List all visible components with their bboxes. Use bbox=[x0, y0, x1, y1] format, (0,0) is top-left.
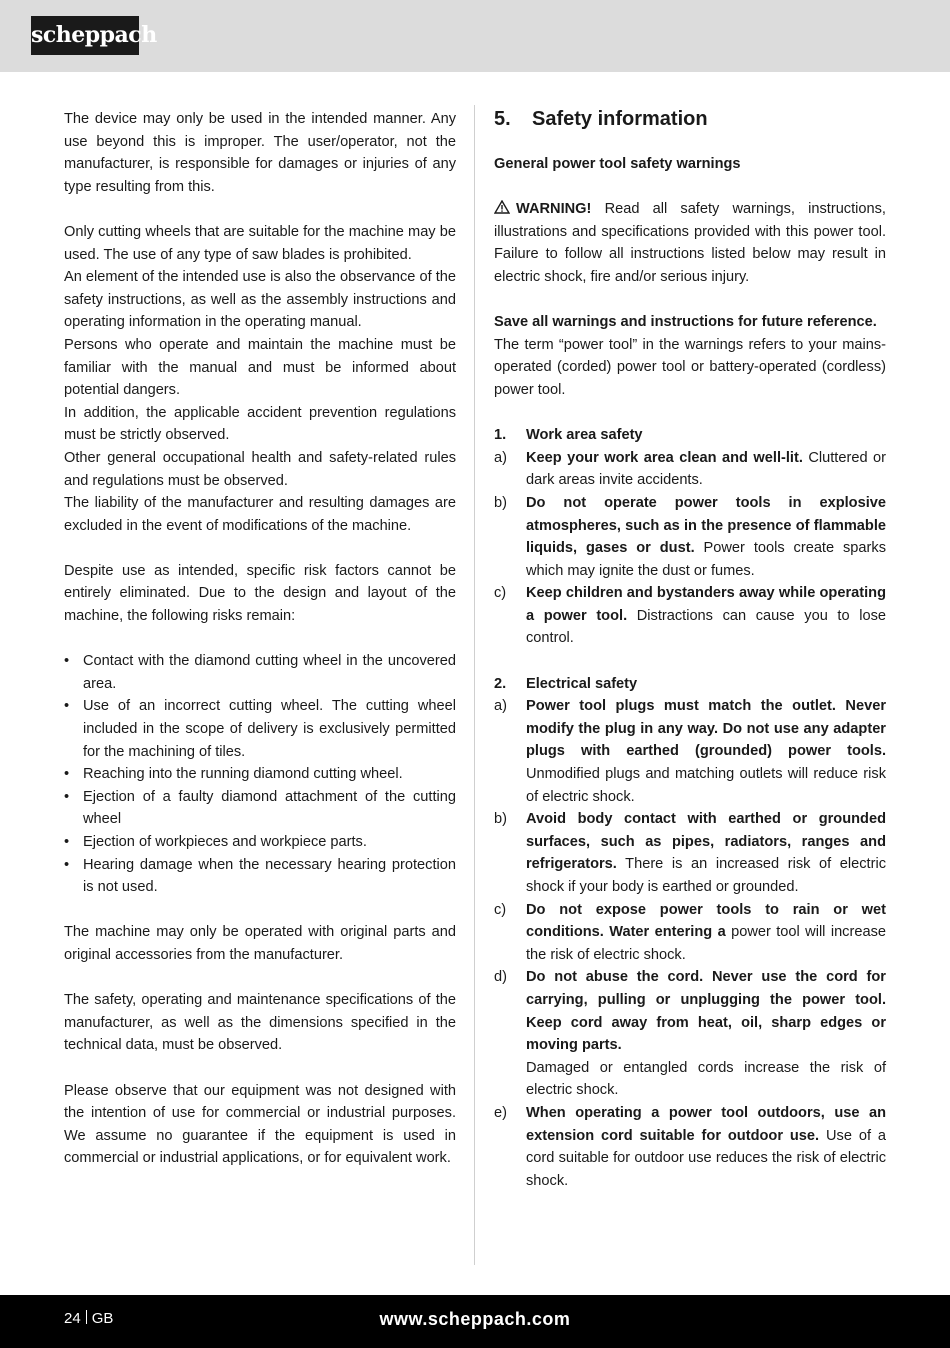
warning-paragraph bbox=[494, 198, 886, 288]
item-text: Damaged or entangled cords increase the risk of electric shock. bbox=[526, 1059, 886, 1099]
item-bold-text: Do not expose power tools to rain or wet conditions. Water entering a bbox=[526, 901, 886, 941]
paragraph-risk-factors: Despite use as intended, specific risk factors cannot be entirely eliminated. Due to the design and layout of the machine, the following risks remain: bbox=[64, 562, 456, 625]
right-column bbox=[494, 108, 886, 1192]
column-divider bbox=[474, 105, 475, 1265]
language-code: GB bbox=[91, 1310, 114, 1327]
scheppach-logo: scheppach bbox=[31, 16, 139, 55]
power-tool-term-text: The term “power tool” in the warnings refers to your mains-operated (corded) power tool or battery-operated (cordless) power tool. bbox=[494, 336, 886, 398]
paragraph-cutting-wheels: Only cutting wheels that are suitable for the machine may be used. The use of any type of saw blades is prohibited. bbox=[64, 223, 456, 263]
footer-bar bbox=[0, 1295, 950, 1348]
item-bold-text: Do not operate power tools in explosive atmospheres, such as in the presence of flammable liquids, gases or dust. bbox=[526, 494, 886, 557]
list-item: • Hearing damage when the necessary hearing protection is not used. bbox=[64, 854, 456, 899]
item-marker: c) bbox=[494, 585, 507, 602]
list-item bbox=[494, 447, 886, 492]
item-bold-text: Avoid body contact with earthed or grounded surfaces, such as pipes, radiators, ranges and refrigerators. bbox=[526, 811, 886, 873]
list-item bbox=[494, 1102, 886, 1192]
item-text: Cluttered or dark areas invite accidents. bbox=[526, 449, 887, 489]
page-number-value: 24 bbox=[64, 1310, 81, 1327]
paragraph-specifications: The safety, operating and maintenance specifications of the manufacturer, as well as the dimensions specified in the technical data, must be observed. bbox=[64, 992, 456, 1054]
paragraph-original-parts: The machine may only be operated with original parts and original accessories from the manufacturer. bbox=[64, 924, 456, 963]
work-area-heading bbox=[494, 424, 886, 447]
paragraph-liability: The liability of the manufacturer and resulting damages are excluded in the event of modifications of the machine. bbox=[64, 495, 456, 534]
list-item bbox=[494, 808, 886, 898]
paragraph-occupational-health: Other general occupational health and safety-related rules and regulations must be observed. bbox=[64, 449, 456, 489]
header-bar bbox=[0, 0, 950, 72]
list-item bbox=[494, 899, 886, 967]
subtitle: General power tool safety warnings bbox=[494, 156, 741, 172]
item-marker: c) bbox=[494, 901, 507, 918]
section-number: 5. bbox=[494, 108, 511, 130]
list-item bbox=[494, 695, 886, 808]
heading-number: 2. bbox=[494, 675, 507, 692]
list-item bbox=[494, 966, 886, 1102]
item-text: Use of a cord suitable for outdoor use reduces the risk of electric shock. bbox=[526, 1127, 887, 1189]
paragraph-commercial-use: Please observe that our equipment was not designed with the intention of use for commercial or industrial purposes. We assume no guarantee if the equipment is used in commercial or industrial applications, or for equivalent work. bbox=[64, 1082, 456, 1167]
risk-list bbox=[64, 650, 456, 899]
item-bold-text: Do not abuse the cord. Never use the cord for carrying, pulling or unplugging the power tool. Keep cord away from heat, oil, sharp edges or moving parts. bbox=[526, 969, 886, 1054]
electrical-heading bbox=[494, 673, 886, 696]
left-column bbox=[64, 108, 456, 1170]
item-marker: b) bbox=[494, 811, 507, 828]
section-heading bbox=[494, 108, 886, 153]
item-text: Power tools create sparks which may ignite the dust or fumes. bbox=[526, 540, 886, 579]
item-text: Distractions can cause you to lose control. bbox=[526, 607, 886, 647]
item-bold-text: Keep children and bystanders away while operating a power tool. bbox=[526, 585, 886, 624]
paragraph-accident-prevention: In addition, the applicable accident prevention regulations must be strictly observed. bbox=[64, 404, 456, 444]
item-text: There is an increased risk of electric shock if your body is earthed or grounded. bbox=[526, 856, 886, 895]
list-item: • Use of an incorrect cutting wheel. The cutting wheel included in the scope of delivery is exclusively permitted for the machining of tiles. bbox=[64, 695, 456, 763]
item-bold-text: Power tool plugs must match the outlet. Never modify the plug in any way. Do not use any adapter plugs with earthed (grounded) power tools. bbox=[526, 698, 886, 760]
warning-text: Read all safety warnings, instructions, illustrations and specifications provided with this power tool. Failure to follow all instructions listed below may result in electric shock, fire and/or serious injury. bbox=[494, 201, 886, 285]
paragraph-intended-use: The device may only be used in the intended manner. Any use beyond this is improper. The user/operator, not the manufacturer, is responsible for damages or injuries of any type resulting from this. bbox=[64, 111, 456, 195]
item-marker: e) bbox=[494, 1104, 507, 1121]
website-link[interactable]: www.scheppach.com bbox=[379, 1309, 571, 1329]
list-item bbox=[494, 492, 886, 582]
save-warnings-text: Save all warnings and instructions for future reference. bbox=[494, 314, 877, 331]
item-bold-text: When operating a power tool outdoors, use an extension cord suitable for outdoor use. bbox=[526, 1104, 886, 1144]
item-marker: b) bbox=[494, 494, 507, 511]
item-text: Unmodified plugs and matching outlets will reduce risk of electric shock. bbox=[526, 766, 886, 805]
heading-title: Work area safety bbox=[526, 427, 643, 444]
warning-label: WARNING! bbox=[516, 201, 592, 218]
list-item: • Reaching into the running diamond cutting wheel. bbox=[64, 763, 456, 786]
item-marker: d) bbox=[494, 969, 507, 986]
section-title: Safety information bbox=[532, 108, 708, 130]
item-bold-text: Keep your work area clean and well-lit. bbox=[526, 449, 803, 466]
item-text: power tool will increase the risk of electric shock. bbox=[526, 924, 886, 963]
paragraph-safety-instructions: An element of the intended use is also the observance of the safety instructions, as well as the assembly instructions and operating information in the operating manual. bbox=[64, 269, 456, 331]
heading-title: Electrical safety bbox=[526, 675, 638, 692]
list-item: • Contact with the diamond cutting wheel in the uncovered area. bbox=[64, 650, 456, 695]
warning-triangle-icon bbox=[494, 200, 510, 214]
heading-number: 1. bbox=[494, 427, 507, 444]
list-item: • Ejection of a faulty diamond attachment of the cutting wheel bbox=[64, 786, 456, 831]
list-item: • Ejection of workpieces and workpiece parts. bbox=[64, 831, 456, 854]
list-item bbox=[494, 582, 886, 650]
paragraph-familiar-manual: Persons who operate and maintain the machine must be familiar with the manual and must be informed about potential dangers. bbox=[64, 336, 456, 399]
item-marker: a) bbox=[494, 449, 507, 466]
item-marker: a) bbox=[494, 698, 507, 715]
